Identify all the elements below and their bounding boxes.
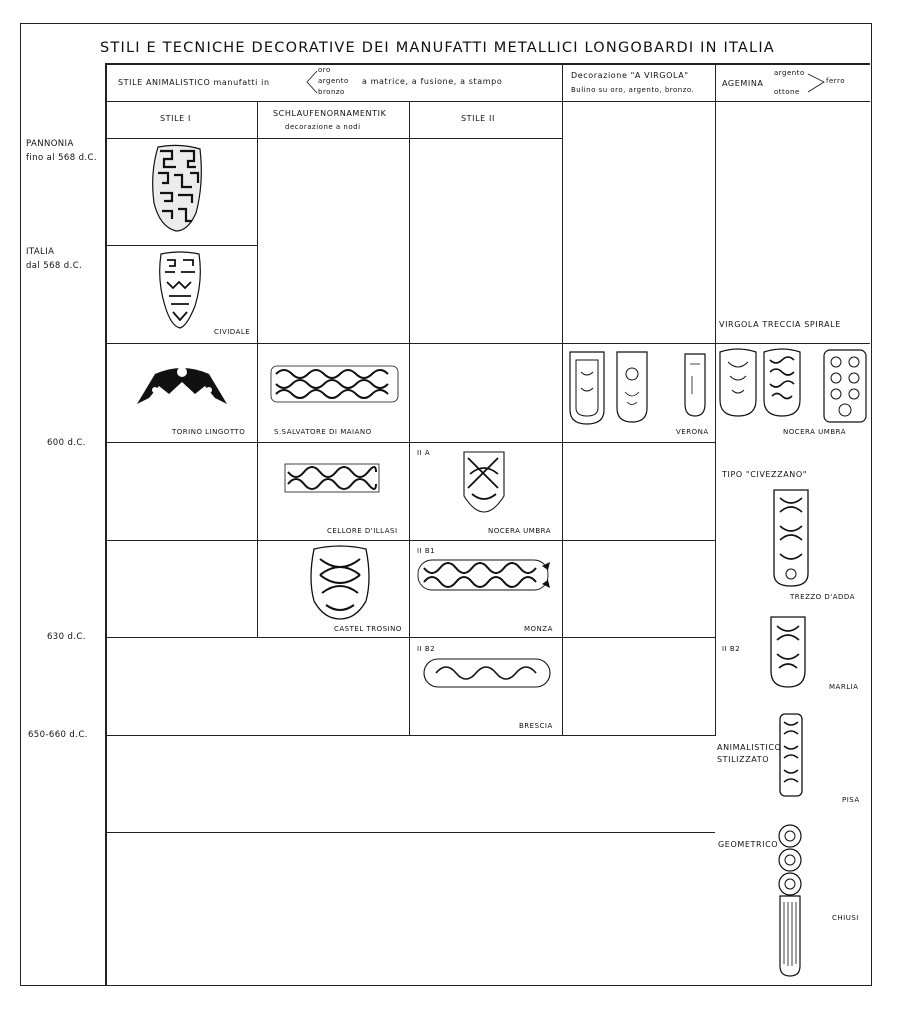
artifact-brescia — [422, 655, 552, 691]
subtype-iia: II A — [417, 449, 431, 457]
artifact-cividale — [155, 250, 205, 330]
header-virgola: Decorazione "A VIRGOLA" — [571, 71, 689, 80]
artifact-monza — [414, 556, 556, 596]
brace-agemina — [807, 70, 827, 96]
site-nocera-umbra-2: NOCERA UMBRA — [488, 527, 551, 535]
grid-line-row-late — [105, 832, 715, 833]
agemina-animalistico: ANIMALISTICO STILIZZATO — [717, 743, 782, 764]
agemina-tipo-civezzano: TIPO "CIVEZZANO" — [722, 470, 808, 479]
metal-bronzo: bronzo — [318, 88, 345, 96]
artifact-pisa — [778, 712, 804, 798]
site-monza: MONZA — [524, 625, 553, 633]
agemina-ottone: ottone — [774, 88, 800, 96]
metal-argento: argento — [318, 77, 349, 85]
site-pisa: PISA — [842, 796, 860, 804]
header-techniques: a matrice, a fusione, a stampo — [362, 77, 503, 86]
header-agemina: AGEMINA — [722, 79, 764, 88]
grid-line-header-bottom — [105, 101, 870, 102]
agemina-argento: argento — [774, 69, 805, 77]
grid-line-row-630 — [105, 637, 715, 638]
site-trezzo: TREZZO D'ADDA — [790, 593, 855, 601]
artifact-nocera-stile2a — [462, 450, 506, 514]
header-animal-style: STILE ANIMALISTICO manufatti in — [118, 78, 270, 87]
artifact-trezzo — [770, 488, 812, 588]
site-chiusi: CHIUSI — [832, 914, 859, 922]
artifact-nocera-agemina — [718, 346, 868, 426]
site-brescia: BRESCIA — [519, 722, 553, 730]
grid-line-col-stile2 — [409, 101, 410, 736]
agemina-geometrico: GEOMETRICO — [718, 840, 779, 849]
period-600: 600 d.C. — [47, 438, 86, 448]
col-schlaufen-sub: decorazione a nodi — [285, 123, 361, 131]
subtype-iib2-agemina: II B2 — [722, 645, 741, 653]
grid-line-row-pannonia — [105, 245, 257, 246]
chart-title: STILI E TECNICHE DECORATIVE DEI MANUFATTI METALLICI LONGOBARDI IN ITALIA — [100, 40, 775, 56]
col-stile-1: STILE I — [160, 114, 191, 123]
site-marlia: MARLIA — [829, 683, 859, 691]
site-maiano: S.SALVATORE DI MAIANO — [274, 428, 372, 436]
agemina-virgola-treccia-spirale: VIRGOLA TRECCIA SPIRALE — [719, 320, 841, 329]
metal-oro: oro — [318, 66, 331, 74]
grid-line-col-virgola — [562, 63, 563, 736]
header-virgola-sub: Bulino su oro, argento, bronzo. — [571, 86, 695, 94]
site-illasi: CELLORE D'ILLASI — [327, 527, 398, 535]
agemina-ferro: ferro — [826, 77, 846, 85]
period-650-660: 650-660 d.C. — [28, 730, 88, 740]
grid-line-col-agemina — [715, 63, 716, 736]
artifact-castel-trosino — [308, 545, 372, 621]
site-castel-trosino: CASTEL TROSINO — [334, 625, 402, 633]
artifact-torino-lingotto — [135, 360, 230, 410]
artifact-pannonia-stile1 — [150, 143, 206, 233]
grid-line-row-615 — [105, 540, 715, 541]
grid-line-row-650 — [105, 735, 715, 736]
subtype-iib1: II B1 — [417, 547, 436, 555]
subtype-iib2: II B2 — [417, 645, 436, 653]
period-italia: ITALIA dal 568 d.C. — [26, 247, 83, 271]
grid-line-row-600 — [105, 442, 715, 443]
grid-line-row-568 — [105, 343, 870, 344]
site-cividale: CIVIDALE — [214, 328, 251, 336]
artifact-chiusi — [774, 822, 806, 978]
brace-metals — [305, 68, 319, 96]
grid-line-col-left — [105, 63, 107, 986]
period-630: 630 d.C. — [47, 632, 86, 642]
period-pannonia: PANNONIA fino al 568 d.C. — [26, 139, 97, 163]
artifact-illasi — [284, 462, 380, 496]
col-stile-2: STILE II — [461, 114, 495, 123]
artifact-maiano — [270, 362, 400, 406]
artifact-marlia — [768, 614, 808, 690]
grid-line-header-top — [105, 63, 870, 65]
site-torino: TORINO LINGOTTO — [172, 428, 246, 436]
site-verona: VERONA — [676, 428, 709, 436]
artifact-verona — [567, 348, 712, 426]
grid-line-col-schlaufen — [257, 101, 258, 638]
site-nocera-umbra-1: NOCERA UMBRA — [783, 428, 846, 436]
col-schlaufen: SCHLAUFENORNAMENTIK — [273, 109, 387, 118]
grid-line-subheader-bottom — [105, 138, 563, 139]
